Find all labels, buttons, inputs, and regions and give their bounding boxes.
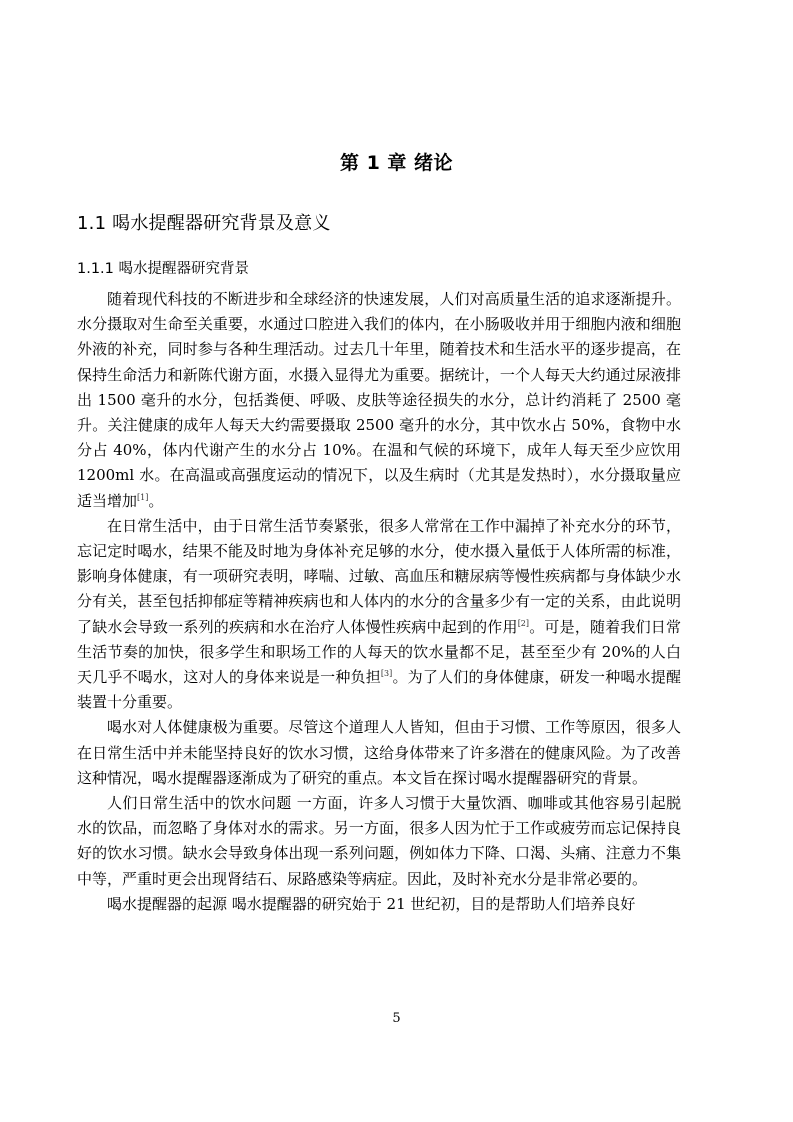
paragraph-text: 人们日常生活中的饮水问题 一方面，许多人习惯于大量饮酒、咖啡或其他容易引起脱水的饮品，而忽略了身体对水的需求。另一方面，很多人因为忙于工作或疲劳而忘记保持良好的饮水习惯。缺水会导致身体出现一系列问题，例如体力下降、口渴、头痛、注意力不集中等，严重时更会出现肾结石、尿路感染等病症。因此，及时补充水分是非常必要的。 — [77, 794, 681, 888]
paragraph-text: 随着现代科技的不断进步和全球经济的快速发展，人们对高质量生活的追求逐渐提升。水分摄取对生命至关重要，水通过口腔进入我们的体内，在小肠吸收并用于细胞内液和细胞外液的补充，同时参与各种生理活动。过去几十年里，随着技术和生活水平的逐步提高，在保持生命活力和新陈代谢方面，水摄入显得尤为重要。据统计，一个人每天大约通过尿液排出 1500 毫升的水分，包括粪便、呼吸、皮肤等途径损失的水分，总计约消耗了 2500 毫升。关注健康的成年人每天大约需要摄取 2500 毫升的水分，其中饮水占 50%，食物中水分占 40%，体内代谢产生的水分占 10%。在温和气候的环境下，成年人每天至少应饮用 1200ml 水。在高温或高强度运动的情况下，以及生病时（尤其是发热时），水分摄取量应适当增加 — [77, 290, 681, 510]
paragraph-text: 喝水提醒器的起源 喝水提醒器的研究始于 21 世纪初，目的是帮助人们培养良好 — [107, 894, 636, 913]
paragraph-text: 。为了人们的身体健康，研发一种喝水提醒装置十分重要。 — [77, 668, 681, 712]
paragraph-text: 在日常生活中，由于日常生活节奏紧张，很多人常常在工作中漏掉了补充水分的环节，忘记定时喝水，结果不能及时地为身体补充足够的水分，使水摄入量低于人体所需的标准，影响身体健康，有一项研究表明，哮喘、过敏、高血压和糖尿病等慢性疾病都与身体缺少水分有关，甚至包括抑郁症等精神疾病也和人体内的水分的含量多少有一定的关系，由此说明了缺水会导致一系列的疾病和水在治疗人体慢性疾病中起到的作用 — [77, 516, 681, 636]
paragraph-5 — [77, 892, 681, 917]
paragraph-3 — [77, 715, 681, 791]
body-text — [77, 287, 681, 917]
paragraph-text: 。可是，随着我们日常生活节奏的加快，很多学生和职场工作的人每天的饮水量都不足，甚至至少有 20%的人白天几乎不喝水，这对人的身体来说是一种负担 — [77, 617, 681, 687]
subsection-title: 1.1.1 喝水提醒器研究背景 — [77, 261, 250, 277]
citation-ref: [3] — [380, 669, 393, 679]
citation-ref: [2] — [517, 618, 530, 628]
paragraph-2 — [77, 514, 681, 716]
citation-ref: [1] — [137, 492, 149, 502]
page-number: 5 — [392, 1011, 401, 1026]
paragraph-1 — [77, 287, 681, 514]
paragraph-text: 喝水对人体健康极为重要。尽管这个道理人人皆知，但由于习惯、工作等原因，很多人在日常生活中并未能坚持良好的饮水习惯，这给身体带来了许多潜在的健康风险。为了改善这种情况，喝水提醒器逐渐成为了研究的重点。本文旨在探讨喝水提醒器研究的背景。 — [77, 718, 681, 787]
chapter-title: 第 1 章 绪论 — [339, 152, 454, 174]
paragraph-4 — [77, 791, 681, 892]
paragraph-text: 。 — [148, 491, 164, 510]
section-title: 1.1 喝水提醒器研究背景及意义 — [77, 213, 331, 234]
